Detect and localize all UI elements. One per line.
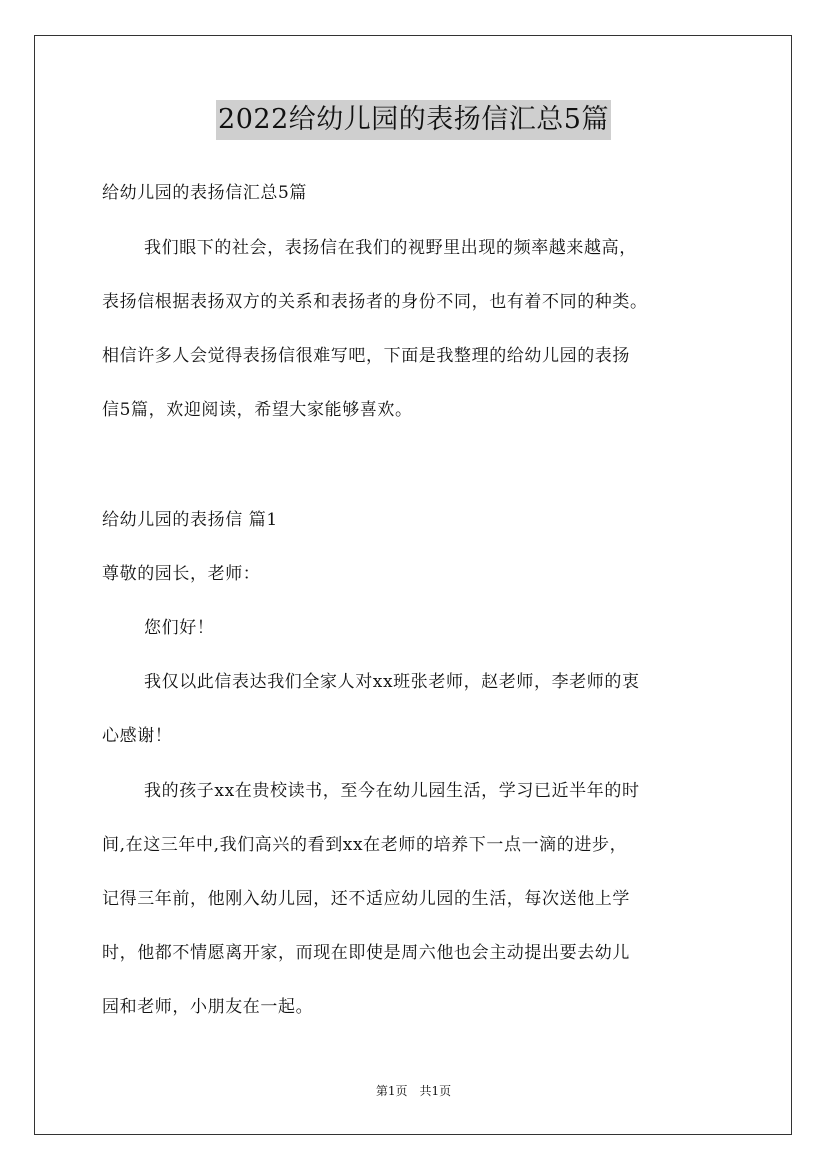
paragraph-line: 园和老师，小朋友在一起。 [102, 997, 314, 1017]
section-heading: 给幼儿园的表扬信 篇1 [102, 510, 278, 530]
document-title: 2022给幼儿园的表扬信汇总5篇 [216, 100, 611, 140]
paragraph-line: 我的孩子xx在贵校读书，至今在幼儿园生活，学习已近半年的时 [144, 781, 640, 801]
intro-line: 表扬信根据表扬双方的关系和表扬者的身份不同，也有着不同的种类。 [102, 292, 648, 312]
page-total: 共1页 [419, 1084, 452, 1098]
page-number: 第1页 [375, 1084, 408, 1098]
greeting: 您们好！ [144, 618, 215, 638]
paragraph-line: 心感谢！ [102, 726, 173, 746]
page-footer [0, 1083, 827, 1099]
document-subtitle: 给幼儿园的表扬信汇总5篇 [102, 183, 308, 203]
intro-line: 相信许多人会觉得表扬信很难写吧，下面是我整理的给幼儿园的表扬 [102, 346, 630, 366]
paragraph-line: 间,在这三年中,我们高兴的看到xx在老师的培养下一点一滴的进步， [102, 835, 628, 855]
intro-line: 我们眼下的社会，表扬信在我们的视野里出现的频率越来越高， [144, 238, 637, 258]
title-container [0, 100, 827, 140]
paragraph-line: 我仅以此信表达我们全家人对xx班张老师，赵老师，李老师的衷 [144, 672, 640, 692]
paragraph-line: 记得三年前，他刚入幼儿园，还不适应幼儿园的生活，每次送他上学 [102, 889, 630, 909]
salutation: 尊敬的园长，老师： [102, 564, 261, 584]
intro-line: 信5篇，欢迎阅读，希望大家能够喜欢。 [102, 400, 413, 420]
paragraph-line: 时，他都不情愿离开家，而现在即使是周六他也会主动提出要去幼儿 [102, 943, 630, 963]
